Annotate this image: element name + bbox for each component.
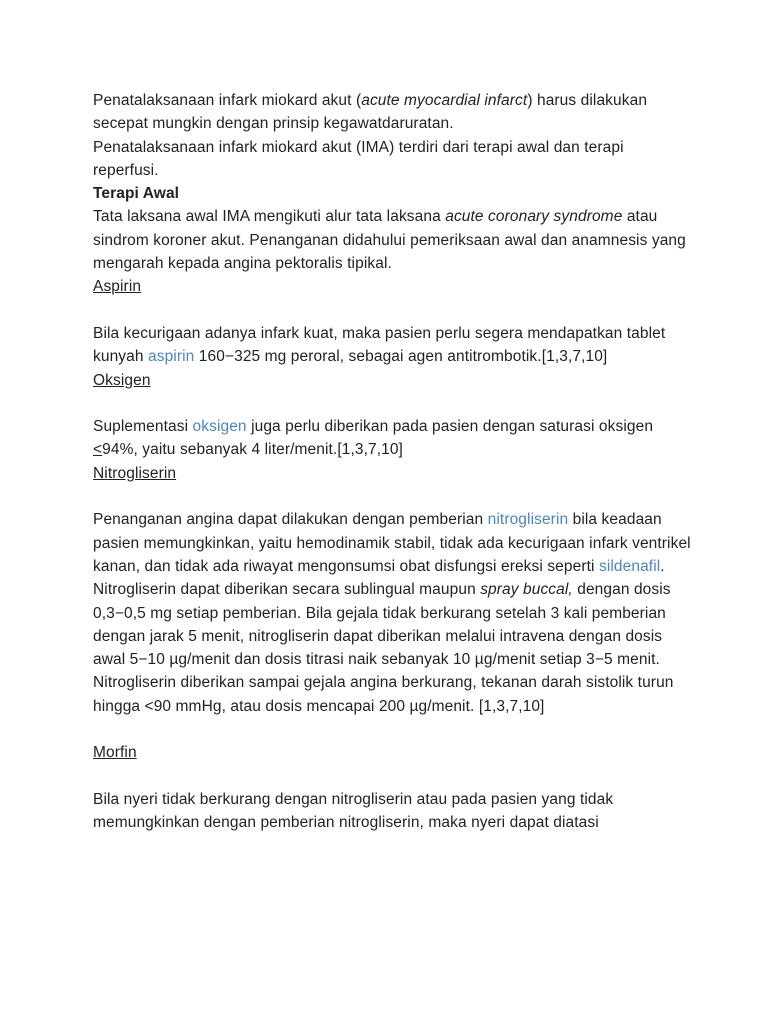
nitrogliserin-paragraph-2: Nitrogliserin dapat diberikan secara sublingual maupun spray buccal, dengan dosis 0,3−0,5 mg setiap pemberian. Bila gejala tidak berkurang setelah 3 kali pemberian dengan jarak 5 menit, nitrogliserin dapat diberikan melalui intravena dengan dosis awal 5−10 µg/menit dan dosis titrasi naik sebanyak 10 µg/menit setiap 3−5 menit. [93,581,671,669]
subheading-oksigen: Oksigen [93,371,151,389]
subheading-morfin: Morfin [93,744,137,762]
nitrogliserin-paragraph-1: Penanganan angina dapat dilakukan dengan pemberian nitrogliserin bila keadaan pasien memungkinkan, yaitu hemodinamik stabil, tidak ada kecurigaan infark ventrikel kanan, dan tidak ada riwayat mengonsumsi obat disfungsi ereksi seperti sildenafil. [93,511,691,575]
intro-paragraph-2: Penatalaksanaan infark miokard akut (IMA) terdiri dari terapi awal dan terapi reperfusi. [93,138,624,179]
sildenafil-link[interactable]: sildenafil [598,557,661,575]
nitrogliserin-link[interactable]: nitrogliserin [487,511,569,529]
aspirin-paragraph: Bila kecurigaan adanya infark kuat, maka pasien perlu segera mendapatkan tablet kunyah aspirin 160−325 mg peroral, sebagai agen antitrombotik.[1,3,7,10] [93,324,666,366]
aspirin-link[interactable]: aspirin [148,348,195,366]
intro-paragraph: Penatalaksanaan infark miokard akut (acute myocardial infarct) harus dilakukan secepat mungkin dengan prinsip kegawatdaruratan. [93,92,648,133]
subheading-nitrogliserin: Nitrogliserin [93,464,177,482]
spacer [93,765,693,788]
oksigen-link[interactable]: oksigen [192,418,247,436]
document-body [93,89,693,835]
oksigen-paragraph: Suplementasi oksigen juga perlu diberikan pada pasien dengan saturasi oksigen <94%, yaitu sebanyak 4 liter/menit.[1,3,7,10] [93,418,654,459]
terapi-awal-paragraph: Tata laksana awal IMA mengikuti alur tata laksana acute coronary syndrome atau sindrom koroner akut. Penanganan didahului pemeriksaan awal dan anamnesis yang mengarah kepada angina pektoralis tipikal. [93,208,686,273]
subheading-aspirin: Aspirin [93,278,142,296]
nitrogliserin-paragraph-3: Nitrogliserin diberikan sampai gejala angina berkurang, tekanan darah sistolik turun hingga <90 mmHg, atau dosis mencapai 200 µg/menit. [1,3,7,10] [93,674,674,715]
spacer [93,718,693,741]
spacer [93,299,693,322]
morfin-paragraph: Bila nyeri tidak berkurang dengan nitrogliserin atau pada pasien yang tidak memungkinkan dengan pemberian nitrogliserin, maka nyeri dapat diatasi [93,790,614,832]
section-heading-terapi-awal: Terapi Awal [93,185,180,203]
spacer [93,392,693,415]
spacer [93,485,693,508]
